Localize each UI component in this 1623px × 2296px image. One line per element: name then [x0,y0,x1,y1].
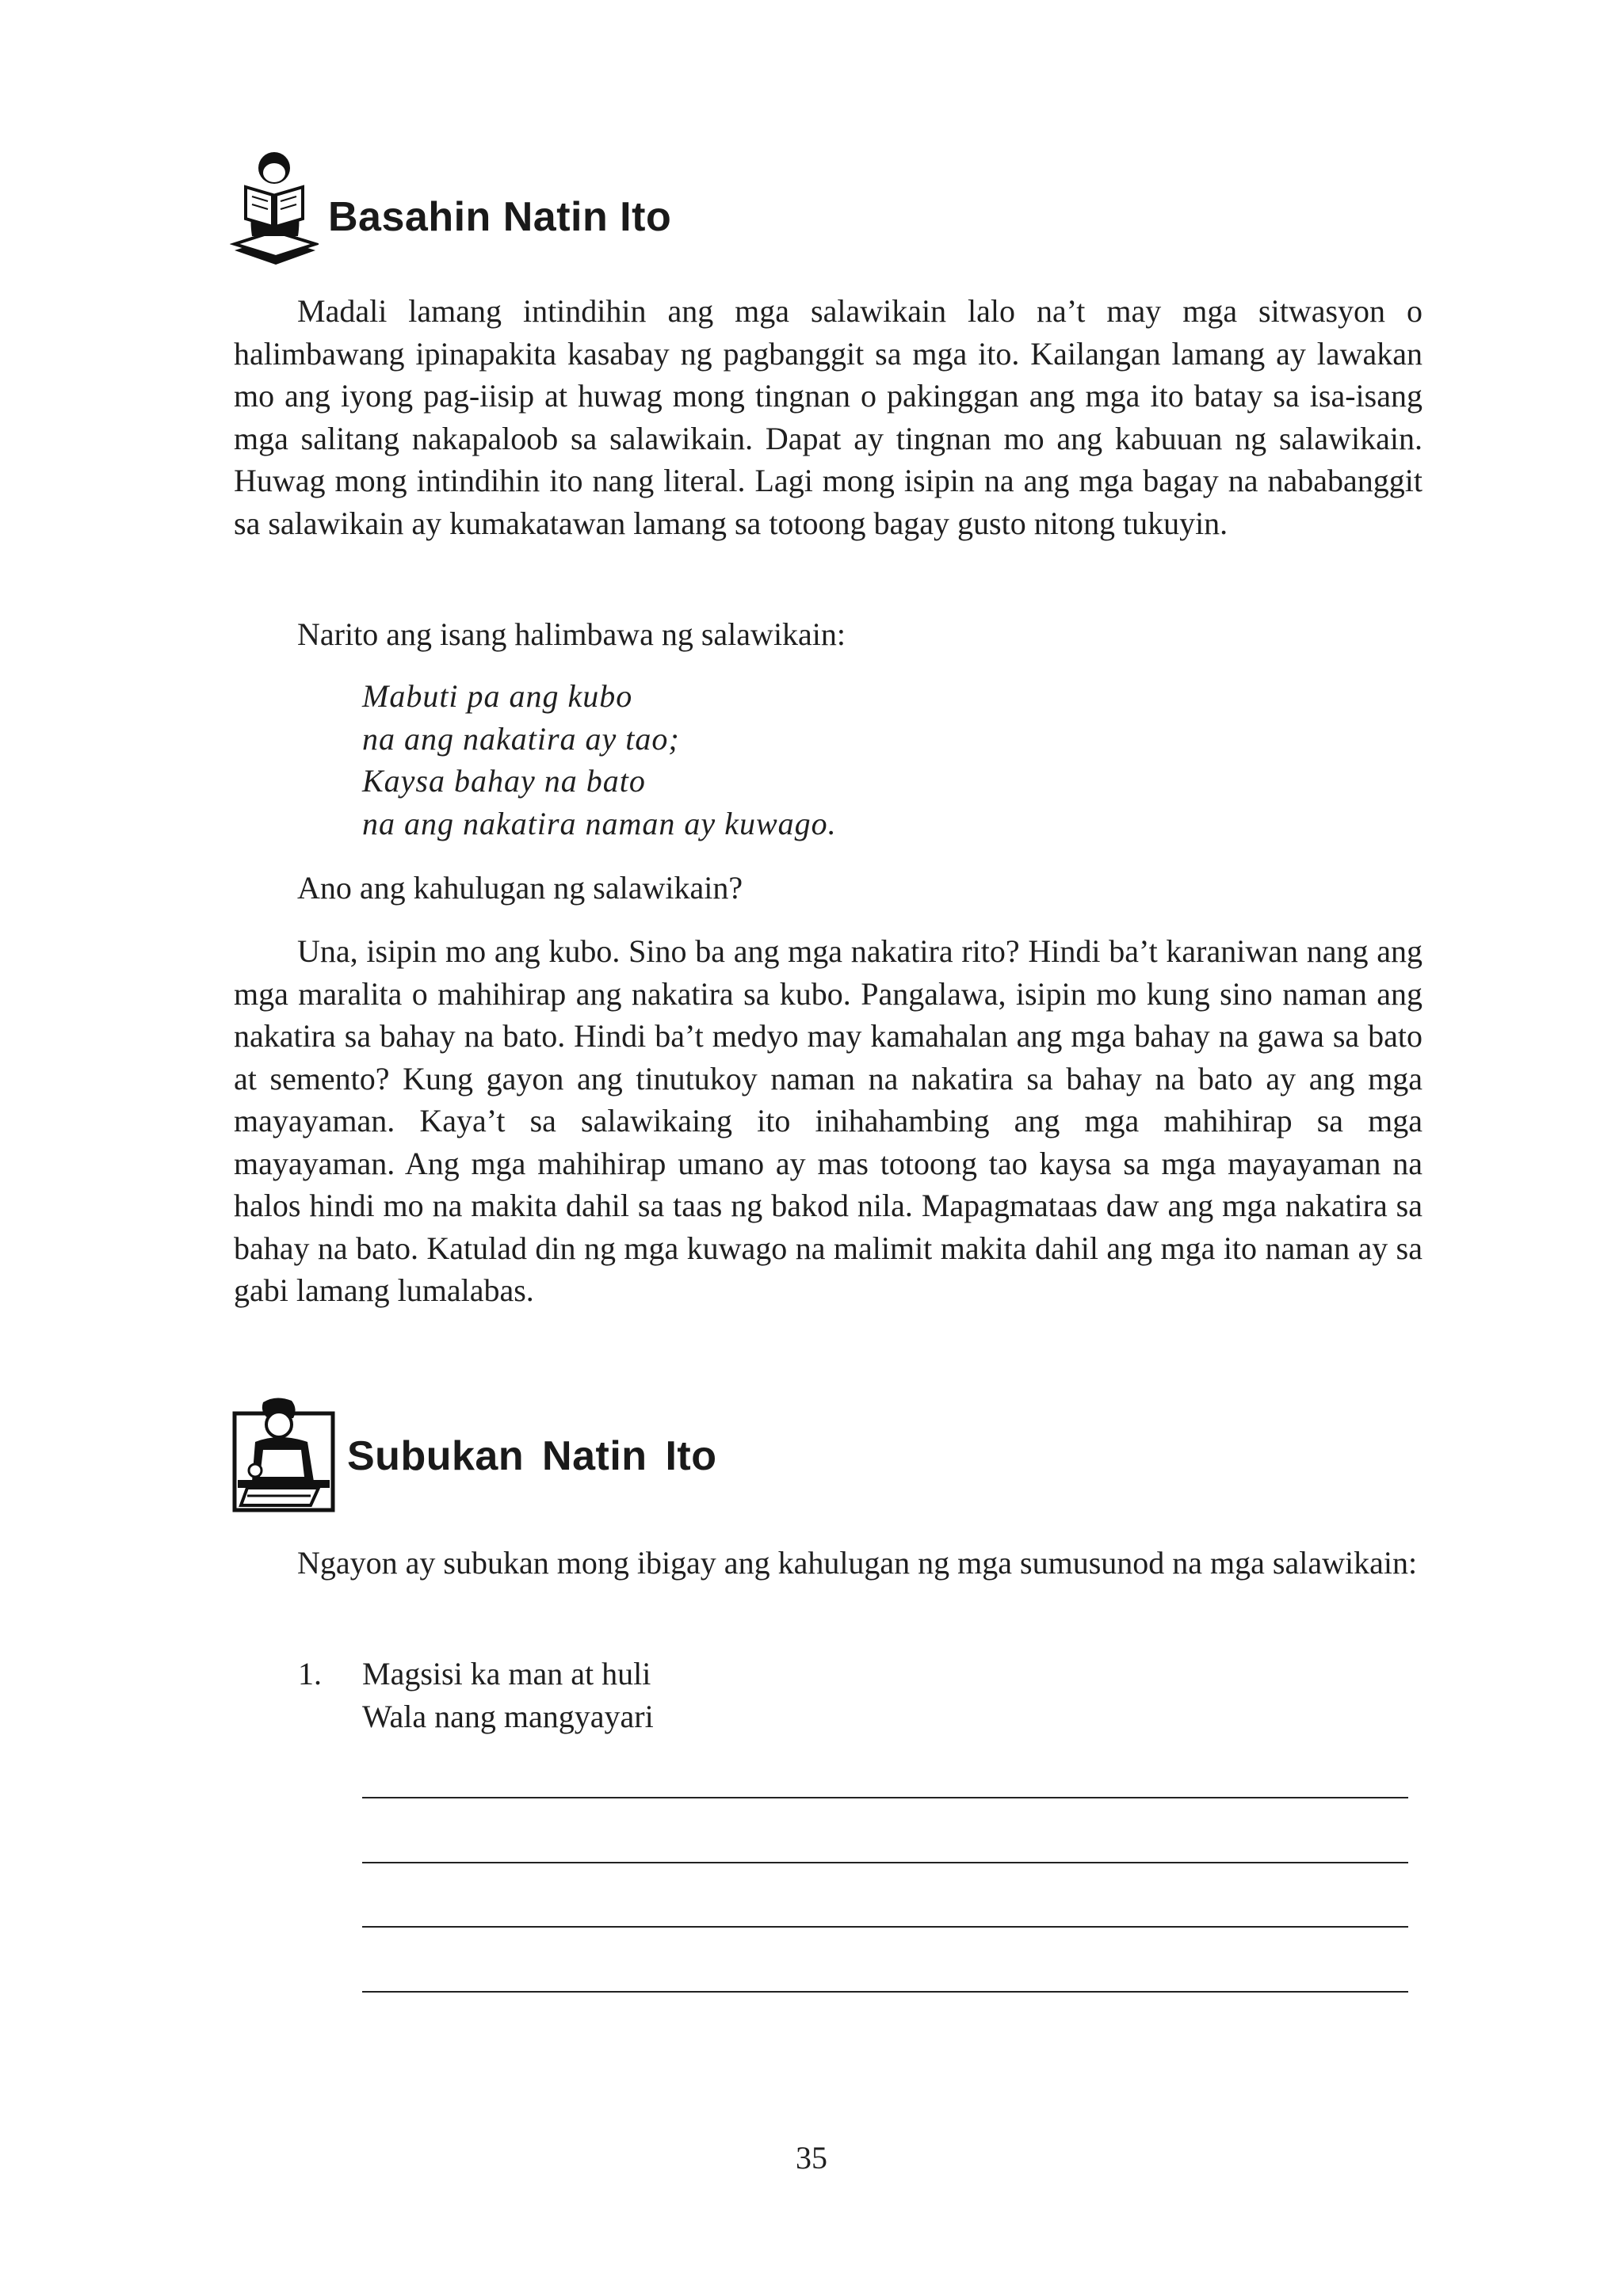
item-number: 1. [298,1656,322,1691]
page-number: 35 [796,2140,827,2176]
answer-line[interactable] [362,1926,1408,1928]
writing-person-icon [231,1394,336,1513]
exercise-item [298,1653,654,1737]
reading-person-icon [230,149,319,268]
section-title: Subukan Natin Ito [347,1433,717,1479]
poem-line: Kaysa bahay na bato [362,763,646,799]
section-title: Basahin Natin Ito [328,194,672,240]
section-header-basahin [230,149,671,268]
proverb-poem [362,675,837,845]
answer-line[interactable] [362,1797,1408,1798]
poem-line: na ang nakatira naman ay kuwago. [362,805,837,841]
item-proverb [362,1653,654,1737]
example-intro-paragraph: Narito ang isang halimbawa ng salawikain: [297,616,846,652]
answer-line[interactable] [362,1862,1408,1863]
explanation-paragraph: Una, isipin mo ang kubo. Sino ba ang mga nakatira rito? Hindi ba’t karaniwan nang ang mga maralita o mahihirap ang nakatira sa kubo. Pangalawa, isipin mo kung sino naman ang nakatira sa bahay na bato. Hindi ba’t medyo may kamahalan ang mga bahay na gawa sa bato at semento? Kung gayon ang tinutukoy naman na nakatira sa bahay na bato ay ang mga mayayaman. Kaya’t sa salawikaing ito inihahambing ang mga mahihirap sa mga mayayaman. Ang mga mahihirap umano ay mas totoong tao kaysa sa mga mayayaman na halos hindi mo na makita dahil sa taas ng bakod nila. Mapagmataas daw ang mga nakatira sa bahay na bato. Katulad din ng mga kuwago na malimit makita dahil ang mga ito naman ay sa gabi lamang lumalabas. [234,933,1423,1308]
section-header-subukan [231,1394,717,1513]
item-proverb-line: Magsisi ka man at huli [362,1656,651,1691]
question-paragraph: Ano ang kahulugan ng salawikain? [297,870,743,906]
intro-paragraph: Madali lamang intindihin ang mga salawikain lalo na’t may mga sitwasyon o halimbawang ipinapakita kasabay ng pagbanggit sa mga ito. Kailangan lamang ay lawakan mo ang iyong pag-iisip at huwag mong tingnan o pakinggan ang mga ito batay sa isa-isang mga salitang nakapaloob sa salawikain. Dapat ay tingnan mo ang kabuuan ng salawikain. Huwag mong intindihin ito nang literal. Lagi mong isipin na ang mga bagay na nababanggit sa salawikain ay kumakatawan lamang sa totoong bagay gusto nitong tukuyin. [234,293,1423,541]
poem-line: Mabuti pa ang kubo [362,678,633,714]
poem-line: na ang nakatira ay tao; [362,720,680,757]
instruction-paragraph: Ngayon ay subukan mong ibigay ang kahulugan ng mga sumusunod na mga salawikain: [297,1545,1418,1581]
item-proverb-line: Wala nang mangyayari [362,1698,654,1734]
answer-line[interactable] [362,1991,1408,1993]
